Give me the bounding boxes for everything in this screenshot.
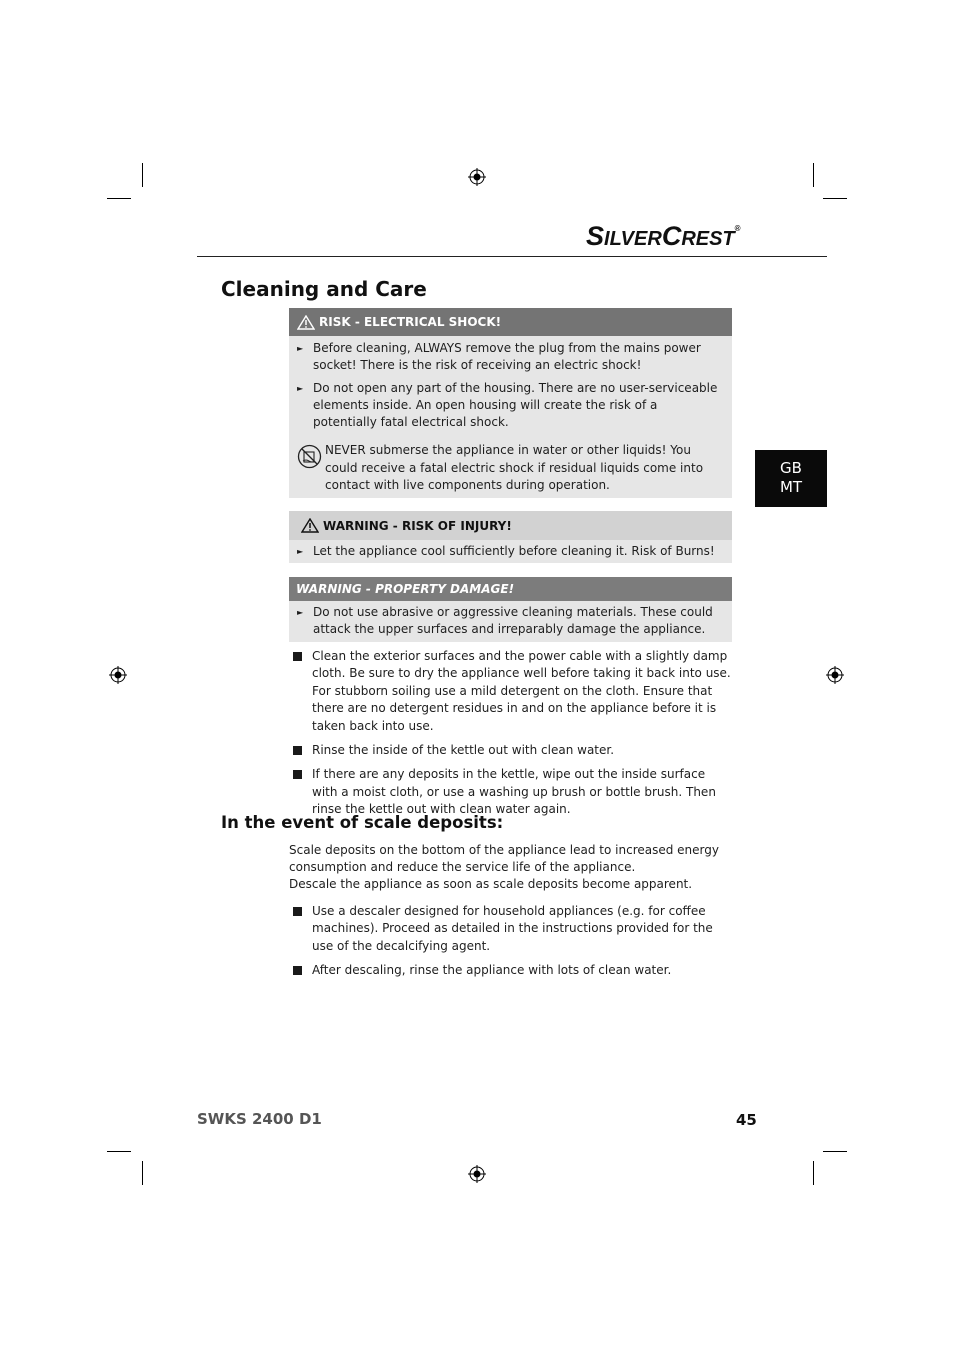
list-item: Clean the exterior surfaces and the power cable with a slightly damp cloth. Be sure to dry the appliance well before taking it back into use. For stubborn soiling use a mild detergent on the cloth. Ensure that there are no detergent residues in and on the appliance before it is taken back into use. (291, 648, 733, 735)
electrical-shock-warning-box (289, 308, 732, 498)
no-submerge-icon (297, 444, 322, 469)
injury-warning-box (289, 511, 732, 563)
warning-heading: WARNING - RISK OF INJURY! (289, 511, 732, 540)
list-item: ► Do not open any part of the housing. There are no user-serviceable elements inside. An open housing will create the risk of a potentially fatal electrical shock. (297, 380, 718, 430)
square-bullet-icon (293, 907, 302, 916)
warning-heading: WARNING - PROPERTY DAMAGE! (289, 577, 732, 601)
crop-mark (813, 1161, 814, 1185)
warning-triangle-icon (301, 518, 319, 533)
square-bullet-icon (293, 652, 302, 661)
property-damage-warning-box (289, 577, 732, 642)
list-item: After descaling, rinse the appliance with lots of clean water. (291, 962, 733, 979)
crop-mark (142, 1161, 143, 1185)
square-bullet-icon (293, 770, 302, 779)
cleaning-steps-list (291, 648, 733, 819)
brand-logo: SILVERCREST® (586, 221, 741, 251)
header-rule (197, 256, 827, 257)
no-submerge-note: NEVER submerse the appliance in water or other liquids! You could receive a fatal electric shock if residual liquids come into contact with live components during operation. (289, 442, 732, 495)
arrow-bullet-icon: ► (297, 344, 304, 353)
arrow-bullet-icon: ► (297, 383, 304, 393)
list-item: Rinse the inside of the kettle out with clean water. (291, 742, 733, 759)
crop-mark (823, 198, 847, 199)
scale-steps-list (291, 903, 733, 980)
registration-mark-icon (468, 168, 486, 186)
warning-triangle-icon (297, 315, 315, 330)
registration-mark-icon (826, 666, 844, 684)
registration-mark-icon (468, 1165, 486, 1183)
language-tab: GB MT (755, 450, 827, 507)
arrow-bullet-icon: ► (297, 608, 304, 617)
warning-heading: RISK - ELECTRICAL SHOCK! (289, 308, 732, 336)
section-heading: In the event of scale deposits: (221, 813, 504, 832)
square-bullet-icon (293, 966, 302, 975)
arrow-bullet-icon: ► (297, 547, 304, 556)
page-title: Cleaning and Care (221, 277, 427, 301)
list-item: Use a descaler designed for household appliances (e.g. for coffee machines). Proceed as detailed in the instructions provided for the use of the decalcifying agent. (291, 903, 733, 955)
page-number: 45 (736, 1111, 757, 1129)
crop-mark (107, 198, 131, 199)
crop-mark (823, 1151, 847, 1152)
list-item: ► Let the appliance cool sufficiently before cleaning it. Risk of Burns! (289, 543, 732, 560)
list-item: If there are any deposits in the kettle, wipe out the inside surface with a moist cloth, or use a washing up brush or bottle brush. Then rinse the kettle out with clean water again. (291, 766, 733, 818)
list-item: ► Before cleaning, ALWAYS remove the plug from the mains power socket! There is the risk of receiving an electric shock! (297, 341, 701, 373)
crop-mark (107, 1151, 131, 1152)
model-number: SWKS 2400 D1 (197, 1110, 322, 1128)
scale-intro: Scale deposits on the bottom of the appliance lead to increased energy consumption and reduce the service life of the appliance. Descale the appliance as soon as scale deposits become apparent. (289, 843, 719, 891)
square-bullet-icon (293, 746, 302, 755)
crop-mark (813, 163, 814, 187)
registration-mark-icon (109, 666, 127, 684)
crop-mark (142, 163, 143, 187)
list-item: ► Do not use abrasive or aggressive cleaning materials. These could attack the upper surfaces and irreparably damage the appliance. (297, 605, 713, 637)
